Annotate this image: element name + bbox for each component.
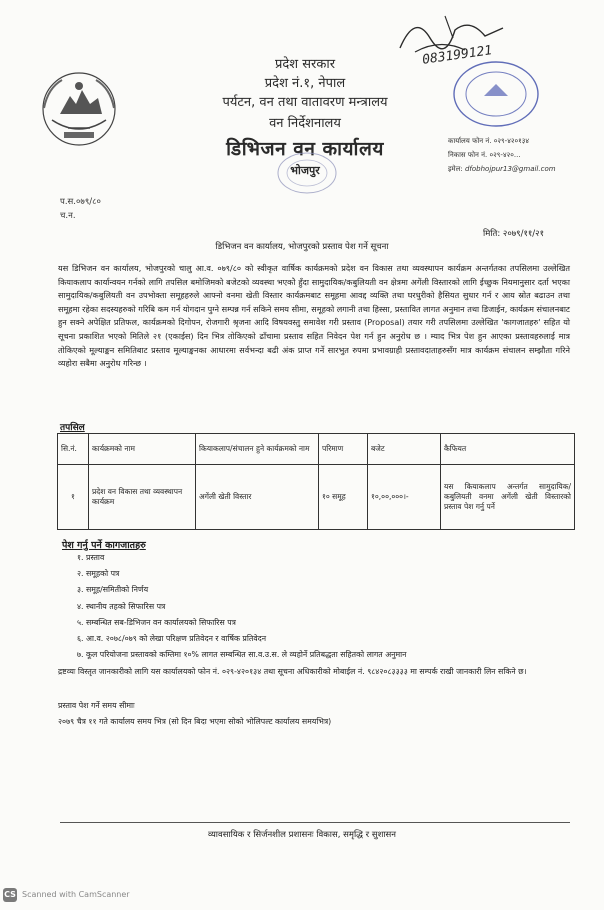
col-remarks: कैफियत <box>441 434 575 465</box>
list-item: ६. आ.व. २०७८/०७९ को लेखा परिक्षण प्रतिवेदन र वार्षिक प्रतिवेदन <box>77 634 267 644</box>
col-sn: सि.नं. <box>58 434 89 465</box>
handwritten-number: 083199121 <box>421 43 494 68</box>
docs-list <box>77 550 407 663</box>
deadline-text: २०७९ चैत्र ११ गते कार्यालय समय भित्र (सो दिन बिदा भएमा सोको भोलिपल्ट कार्यालय समयभित्र) <box>58 717 332 726</box>
camscanner-logo-icon: CS <box>3 888 17 902</box>
header-line-district: भोजपुर <box>290 164 320 177</box>
nepal-emblem-logo <box>38 68 120 150</box>
header-line-ministry: पर्यटन, वन तथा वातावरण मन्त्रालय <box>222 95 388 110</box>
col-budget: बजेट <box>368 434 441 465</box>
col-activity: कियाकलाप/संचालन हुने कार्यक्रमको नाम <box>196 434 319 465</box>
note-paragraph: द्रष्टव्यः विस्तृत जानकारीको लागि यस कार्यालयको फोन नं. ०२९-४२०१३४ तथा सूचना अधिकारीको मोबाईल नं. ९८४२०८३३३३ मा सम्पर्क राखी जानकारी लिन सकिने छ। <box>58 667 527 676</box>
notice-subject: डिभिजन वन कार्यालय, भोजपुरको प्रस्ताव पेश गर्ने सूचना <box>215 242 389 252</box>
col-quantity: परिमाण <box>319 434 368 465</box>
contact-office-phone: कार्यालय फोन नं. ०२९-४२०१३४ <box>448 137 530 145</box>
list-item: ५. सम्बन्धित सब-डिभिजन वन कार्यालयको सिफारिस पत्र <box>77 617 236 627</box>
patra-sankhya: प.स.०७९/८० <box>60 197 101 207</box>
notice-body: यस डिभिजन वन कार्यालय, भोजपुरको चालु आ.व. ०७९/८० को स्वीकृत वार्षिक कार्यक्रमको प्रदेश वन विकास तथा व्यवस्थापन कार्यक्रम अन्तर्गतका तपसिलमा उल्लेखित कियाकलाप कार्यान्वयन गर्नको लागि तपसिल बमोजिमको बजेटको व्यवस्था भएकोे हुँदा सामुदायिक/कबुलियती वन क्षेत्रमा अगेंली विस्तारको लागि ईच्छुक नियमानुसार दर्ता भएका सामुदायिक/कबुलियती वन उपभोक्ता समूहहरुले आफ्नो वनमा खेती विस्तार कार्यक्रमबाट समूहमा आवद्द व्यक्ति तथा घरधुरीको हैसियत सुधार गर्न र आय स्रोत बढाउन तथा समूहमा रहेका सदस्यहरुको गरिबि कम गर्न योगदान पुग्ने सम्पन्न गर्न सकिने समय सीमा, समूहको लगानी तथा हिस्सा, प्रस्तावित लागत अनुमान तथा डिजाईन, कार्यक्रम संचालनबाट हुन सक्ने अपेक्षित प्रतिफल, कार्यक्रमको दिगोपन, रोजगारी श्रृजना आदि विषयवस्तु समावेश गरी प्रस्ताव (Proposal) तयार गरी तपसिलमा उल्लेखित 'कागजातहरु' सहित यो सूचना प्रकाशित भएको मितिले २१ (एकाईस) दिन भित्र तोकिएको ढाँचामा प्रस्ताव सहित निवेदन पेश गर्न हुन अनुरोध छ । म्याद भित्र पेश हुन आएका प्रस्तावहरुलाई मात्र तोकिएको मूल्याङ्कन समितिबाट प्रस्ताव मूल्याङ्कनका आधारमा सर्वभन्दा बढी अंक प्राप्त गर्ने सारभुत रुपमा प्रभावग्राही प्रस्तावदाताहरुसँग मात्र कार्यक्रम संचालन सम्झौता गरिने व्यहोरा सबैमा अनुरोध गरिन्छ । <box>58 263 570 369</box>
tapasil-label: तपसिल <box>60 423 85 433</box>
header-line-directorate: वन निर्देशनालय <box>269 116 341 131</box>
col-program: कार्यक्रमको नाम <box>89 434 196 465</box>
contact-chief-phone: निकास फोन नं. ०२९-४२०... <box>448 151 521 159</box>
scanner-watermark: Scanned with CamScanner <box>22 890 130 899</box>
cell-activity: अगेंली खेती विस्तार <box>196 465 319 530</box>
contact-email: इमेल: dfobhojpur13@gmail.com <box>448 165 556 173</box>
list-item: २. समूहको पत्र <box>77 569 120 579</box>
list-item: ३. समूह/समितीको निर्णय <box>77 585 149 595</box>
table-row <box>58 465 575 530</box>
header-line-pradesh-number: प्रदेश नं.१, नेपाल <box>264 76 346 91</box>
program-table <box>57 433 575 530</box>
notice-date: मिति: २०७९/११/२१ <box>483 229 544 239</box>
docs-title: पेश गर्नु पर्ने कागजातहरु <box>62 540 146 551</box>
list-item: ७. कूल परियोजना प्रस्तावको कम्तिमा १०% लागत सम्बन्धित सा.व.उ.स. ले व्यहोर्ने प्रतिबद्धता सहितको लागत अनुमान <box>77 650 407 660</box>
office-stamp-center <box>276 150 338 196</box>
chalani-number: च.न. <box>60 211 76 221</box>
cell-program: प्रदेश वन विकास तथा व्यवस्थापन कार्यक्रम <box>89 465 196 530</box>
header-line-office-name: डिभिजन वन कार्यालय <box>226 138 384 160</box>
list-item: ४. स्थानीय तहको सिफारिस पत्र <box>77 601 166 611</box>
deadline-label: प्रस्ताव पेश गर्ने समय सीमाः <box>58 701 135 710</box>
deadline-block <box>58 698 331 730</box>
cell-sn: १ <box>58 465 89 530</box>
cell-budget: १०,००,०००।- <box>368 465 441 530</box>
official-round-stamp <box>450 58 542 130</box>
header-line-pradesh-sarkar: प्रदेश सरकार <box>274 57 336 72</box>
list-item: १. प्रस्ताव <box>77 553 105 562</box>
footer-divider <box>60 822 570 823</box>
footer-slogan: व्यावसायिक र सिर्जनशील प्रशासनः विकास, समृद्धि र सुशासन <box>207 830 397 840</box>
table-header-row <box>58 434 575 465</box>
cell-quantity: १० समूह <box>319 465 368 530</box>
cell-remarks: यस कियाकलाप अन्तर्गत सामुदायिक/कबुलियती वनमा अगेंली खेती विस्तारको प्रस्ताव पेश गर्नु पर्ने <box>441 465 575 530</box>
